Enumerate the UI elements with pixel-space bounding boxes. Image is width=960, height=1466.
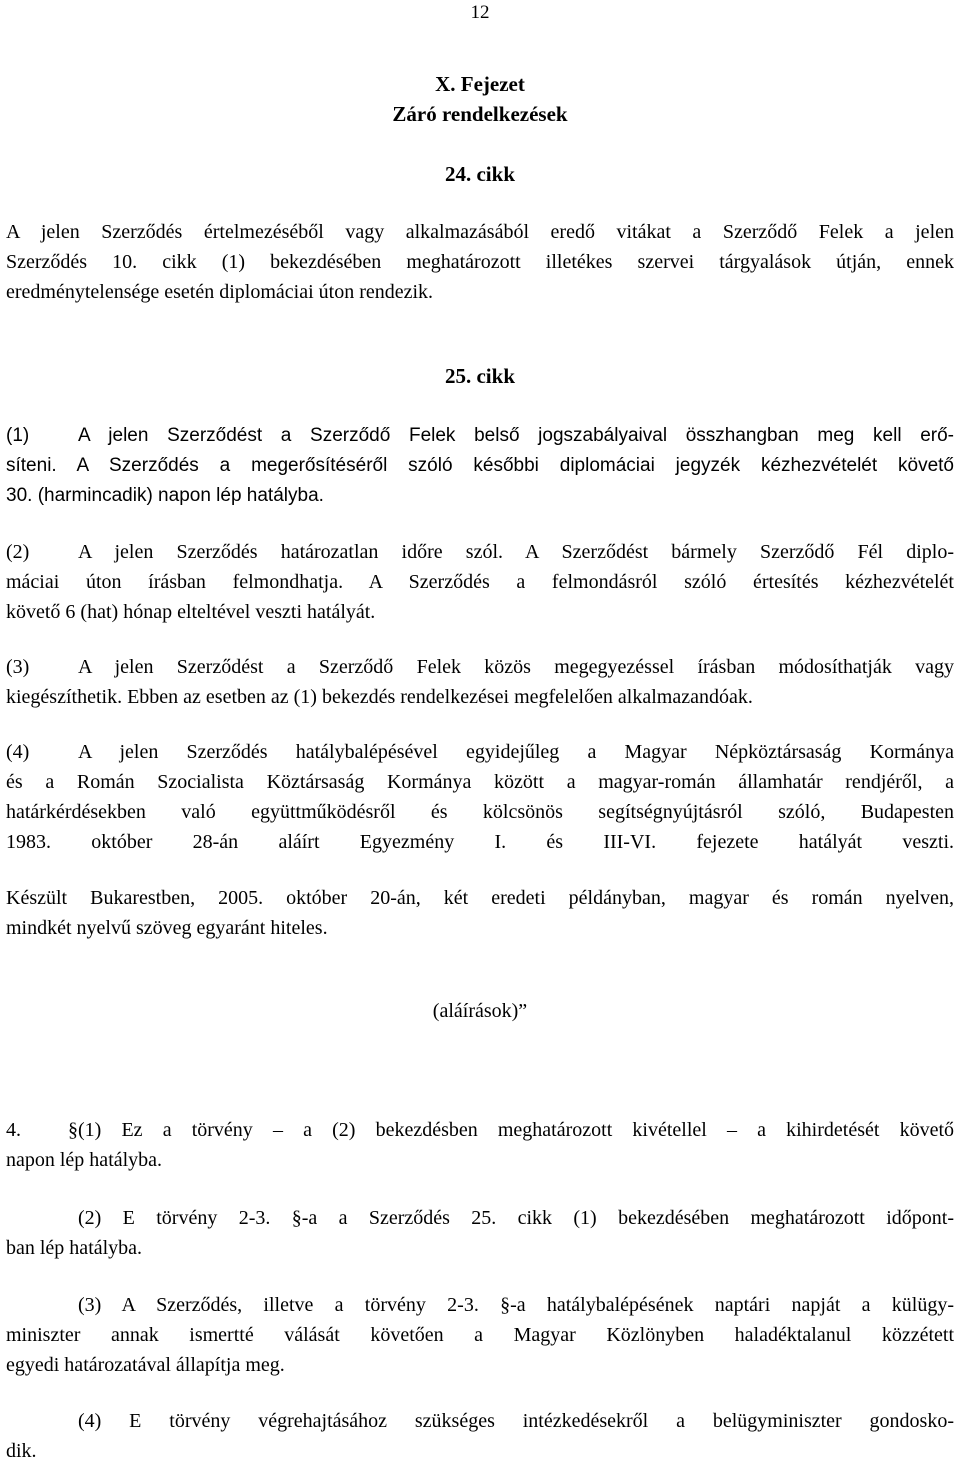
section-4-paragraph-4	[6, 1406, 954, 1466]
article-25-paragraph-3	[6, 652, 954, 712]
signatures: (aláírások)”	[432, 1000, 528, 1022]
text-line: 30. (harmincadik) napon lép hatályba.	[6, 485, 324, 506]
paragraph-number: (2)	[6, 541, 30, 563]
section-4-paragraph-1	[6, 1115, 954, 1175]
text-line: Szerződés 10. cikk (1) bekezdésében meghatározott illetékes szervei tárgyalások útján, ennek	[6, 251, 954, 273]
text-line: (2) E törvény 2-3. §-a a Szerződés 25. cikk (1) bekezdésében meghatározott időpont-	[78, 1207, 954, 1229]
text-line: máciai úton írásban felmondhatja. A Szerződés a felmondásról szóló értesítés kézhezvételét	[6, 571, 954, 593]
text-line: A jelen Szerződés határozatlan időre szól. A Szerződést bármely Szerződő Fél diplo-	[78, 541, 954, 563]
text-line: egyedi határozatával állapítja meg.	[6, 1354, 285, 1376]
text-line: és a Román Szocialista Köztársaság Kormánya között a magyar-román államhatár rendjéről, a	[6, 771, 954, 793]
closing-statement	[6, 883, 954, 943]
text-line: miniszter annak ismertté válását követően a Magyar Közlönyben haladéktalanul közzétett	[6, 1324, 954, 1346]
article-25-paragraph-2	[6, 537, 954, 627]
text-line: napon lép hatályba.	[6, 1149, 163, 1171]
section-number: 4. §	[6, 1119, 78, 1141]
paragraph-number: (3)	[6, 656, 30, 678]
text-line: (4) E törvény végrehajtásához szükséges intézkedésekről a belügyminiszter gondosko-	[78, 1410, 954, 1432]
text-line: A jelen Szerződés értelmezéséből vagy alkalmazásából eredő vitákat a Szerződő Felek a jelen	[6, 221, 954, 243]
text-line: határkérdésekben való együttműködésről és kölcsönös segítségnyújtásról szóló, Budapesten	[6, 801, 954, 823]
page-number: 12	[470, 2, 490, 23]
article-24-heading: 24. cikk	[444, 162, 515, 186]
chapter-title: Záró rendelkezések	[392, 102, 568, 126]
chapter-number: X. Fejezet	[435, 72, 525, 96]
text-line: A jelen Szerződést a Szerződő Felek belső jogszabályaival összhangban meg kell erő-	[78, 425, 954, 446]
paragraph-number: (4)	[6, 741, 30, 763]
text-line: követő 6 (hat) hónap elteltével veszti hatályát.	[6, 601, 376, 623]
text-line: A jelen Szerződést a Szerződő Felek közös megegyezéssel írásban módosíthatják vagy	[78, 656, 954, 678]
article-25-paragraph-4	[6, 737, 954, 857]
text-line: síteni. A Szerződés a megerősítéséről szóló későbbi diplomáciai jegyzék kézhezvételét követő	[6, 455, 954, 476]
text-line: A jelen Szerződés hatálybalépésével egyidejűleg a Magyar Népköztársaság Kormánya	[78, 741, 954, 763]
text-line: eredménytelensége esetén diplomáciai úton rendezik.	[6, 281, 434, 303]
text-line: mindkét nyelvű szöveg egyaránt hiteles.	[6, 917, 328, 939]
text-line: Készült Bukarestben, 2005. október 20-án, két eredeti példányban, magyar és román nyelven,	[6, 887, 954, 909]
article-25-paragraph-1	[6, 421, 954, 511]
text-line: ban lép hatályba.	[6, 1237, 143, 1259]
article-24-body	[6, 217, 954, 307]
section-4-paragraph-2	[6, 1203, 954, 1263]
text-line: 1983. október 28-án aláírt Egyezmény I. és III-VI. fejezete hatályát veszti.	[6, 831, 954, 853]
text-line: (1) Ez a törvény – a (2) bekezdésben meghatározott kivétellel – a kihirdetését követő	[78, 1119, 954, 1141]
section-4-paragraph-3	[6, 1290, 954, 1380]
paragraph-number: (1)	[6, 425, 30, 446]
text-line: dik.	[6, 1440, 37, 1462]
article-25-heading: 25. cikk	[444, 364, 515, 388]
text-line: kiegészíthetik. Ebben az esetben az (1) bekezdés rendelkezései megfelelően alkalmazandóak.	[6, 686, 753, 708]
text-line: (3) A Szerződés, illetve a törvény 2-3. §-a hatálybalépésének naptári napját a külügy-	[78, 1294, 954, 1316]
